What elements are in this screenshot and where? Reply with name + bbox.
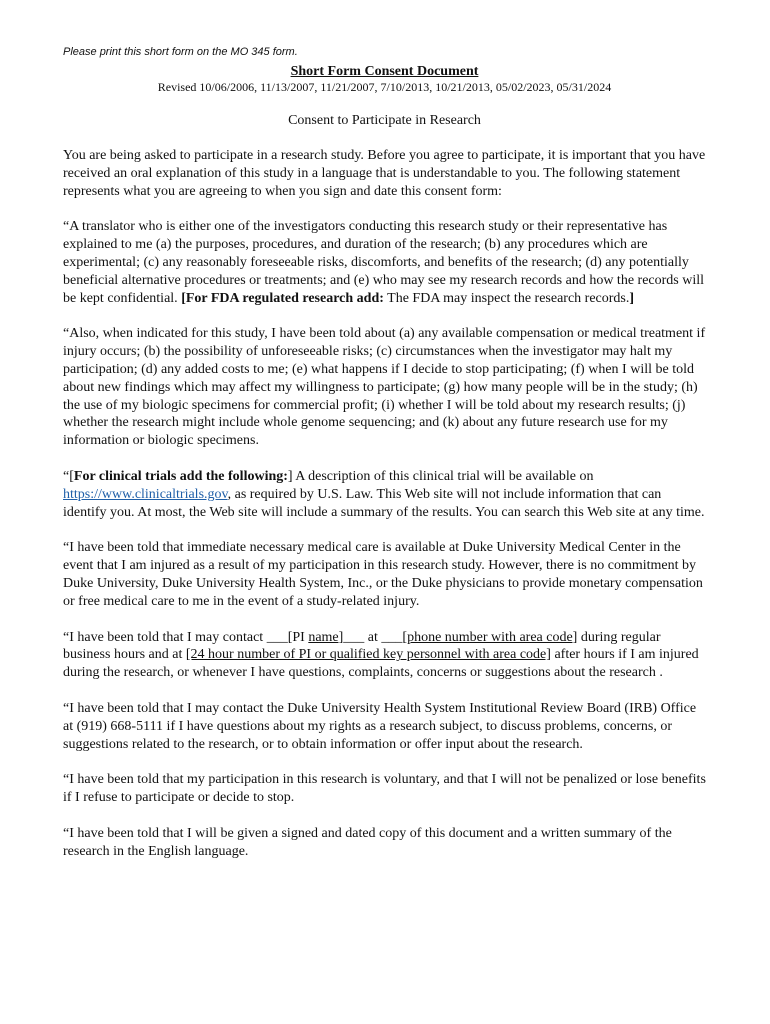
copy-of-document-paragraph: “I have been told that I will be given a signed and dated copy of this document and a written summary of the research in the English language. [63, 825, 672, 859]
phone-number-placeholder: [phone number with area code] [402, 629, 578, 645]
fda-text: The FDA may inspect the research records. [383, 290, 630, 306]
contact-text-1: “I have been told that I may contact ___[PI [63, 629, 309, 645]
translator-text: “A translator who is either one of the investigators conducting this research study or their representative has explained to me (a) the purposes, procedures, and duration of the research; (b) any procedures which are experimental; (c) any reasonably foreseeable risks, discomforts, and benefits of the research; (d) any potentially beneficial alternative procedures or treatments; and (e) who may see my research records and how the records will be kept confidential. [63, 219, 705, 306]
contact-text-3: during regular business hours and at [63, 629, 661, 663]
clinical-trials-text: ] A description of this clinical trial will be available on [287, 468, 594, 484]
clinical-trials-paragraph [63, 468, 706, 521]
medical-care-paragraph: “I have been told that immediate necessary medical care is available at Duke University Medical Center in the event that I am injured as a result of my participation in this research study. However, there is no commitment by Duke University, Duke University Health System, Inc., or the Duke physicians to provide monetary compensation or free medical care to me in the event of a study-related injury. [63, 540, 703, 609]
contact-text-2: ___ at ___ [343, 629, 403, 645]
additional-info-paragraph: “Also, when indicated for this study, I have been told about (a) any available compensation or medical treatment if injury occurs; (b) the possibility of unforeseeable risks; (c) circumstances when the investigator may halt my participation; (d) any added costs to me; (e) what happens if I decide to stop participating; (f) when I will be told about new findings which may affect my willingness to participate; (g) how many people will be in the study; (h) the use of my biologic specimens for commercial profit; (i) whether I will be told about my research results; (j) whether the research might include whole genome sequencing; and (k) about any future research use for my information or biologic specimens. [63, 326, 706, 449]
clinical-trials-label: For clinical trials add the following: [73, 468, 288, 484]
fda-label: [For FDA regulated research add: [181, 290, 384, 306]
document-subtitle: Consent to Participate in Research [288, 113, 481, 128]
fda-close-bracket: ] [629, 290, 635, 306]
after-hours-number-placeholder: [24 hour number of PI or qualified key personnel with area code] [185, 647, 551, 663]
contact-text-4: after hours if I am injured during the research, or whenever I have questions, complaints, concerns or suggestions about the research . [63, 647, 699, 681]
irb-contact-paragraph: “I have been told that I may contact the Duke University Health System Institutional Review Board (IRB) Office at (919) 668-5111 if I have questions about my rights as a research subject, to discuss problems, concerns, or suggestions related to the research, or to obtain information or offer input about the research. [63, 700, 697, 752]
revision-dates: Revised 10/06/2006, 11/13/2007, 11/21/2007, 7/10/2013, 10/21/2013, 05/02/2023, 05/31/2024 [157, 80, 612, 94]
voluntary-participation-paragraph: “I have been told that my participation in this research is voluntary, and that I will not be penalized or lose benefits if I refuse to participate or decide to stop. [63, 772, 706, 806]
clinicaltrials-link[interactable]: https://www.clinicaltrials.gov [63, 486, 228, 502]
document-title: Short Form Consent Document [290, 64, 479, 79]
translator-paragraph [63, 218, 706, 307]
pi-name-placeholder: name] [308, 629, 344, 645]
clinical-trials-open: “[ [63, 468, 74, 484]
print-note: Please print this short form on the MO 345 form. [63, 46, 298, 58]
contact-pi-paragraph [63, 629, 706, 682]
intro-paragraph: You are being asked to participate in a research study. Before you agree to participate, it is important that you have received an oral explanation of this study in a language that is understandable to you. The following statement represents what you are agreeing to when you sign and date this consent form: [63, 148, 706, 199]
clinical-trials-text-2: , as required by U.S. Law. This Web site will not include information that can identify you. At most, the Web site will include a summary of the results. You can search this Web site at any time. [63, 486, 705, 520]
